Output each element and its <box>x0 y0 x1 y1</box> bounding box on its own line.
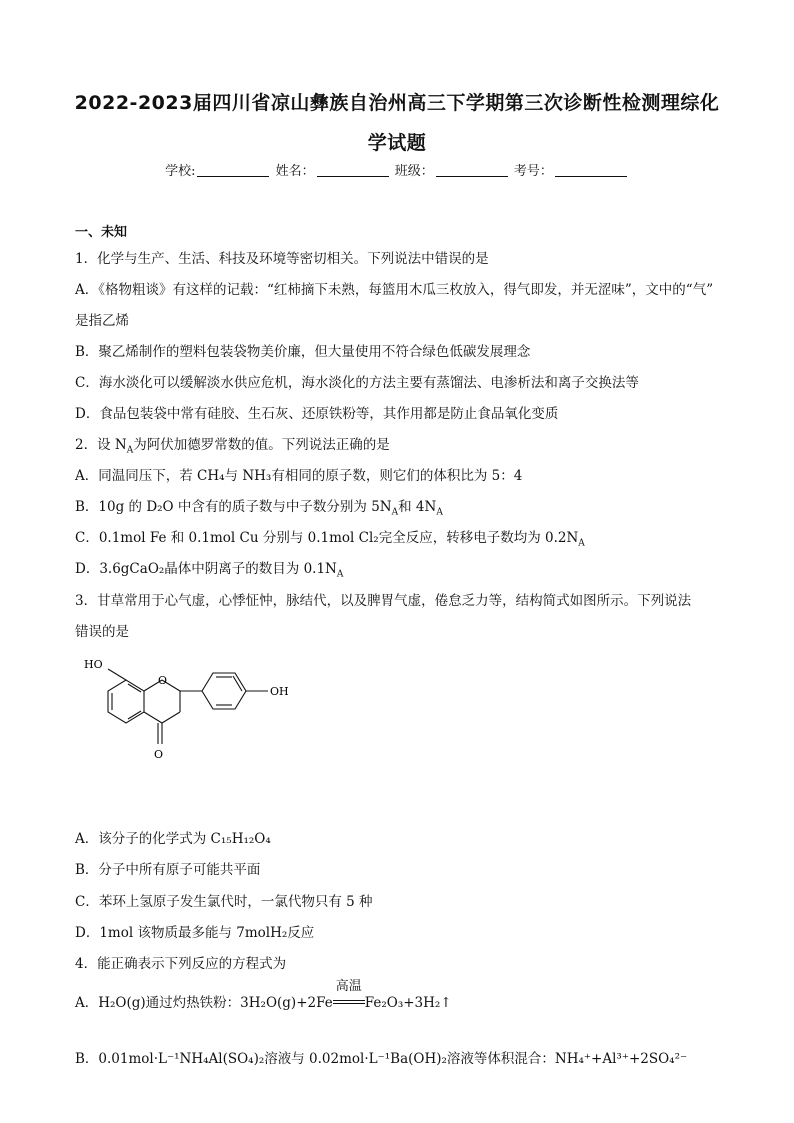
school-blank[interactable] <box>197 164 269 177</box>
structure-bonds <box>108 669 268 744</box>
q2-option-a: A．同温同压下，若 CH₄与 NH₃有相同的原子数，则它们的体积比为 5：4 <box>75 468 523 484</box>
structure-diagram <box>78 654 318 780</box>
reaction-condition: 高温 <box>333 994 365 1012</box>
q3-option-c: C．苯环上氢原子发生氯代时，一氯代物只有 5 种 <box>75 894 373 910</box>
class-blank[interactable] <box>436 164 508 177</box>
exam-no-label: 考号： <box>513 164 553 179</box>
q1-option-a-cont: 是指乙烯 <box>75 313 129 329</box>
q2-option-d: D．3.6gCaO₂晶体中阴离子的数目为 $0.1N_A$ <box>75 561 344 580</box>
structure-label-keto-o: O <box>154 748 164 761</box>
q1-stem: 1．化学与生产、生活、科技及环境等密切相关。下列说法中错误的是 <box>75 251 489 267</box>
class-label: 班级： <box>394 164 434 179</box>
q4-stem: 4．能正确表示下列反应的方程式为 <box>75 956 287 972</box>
structure-label-oh: OH <box>270 685 289 698</box>
q3-option-b: B．分子中所有原子可能共平面 <box>75 862 261 878</box>
q3-stem-cont: 错误的是 <box>75 624 129 640</box>
school-label: 学校: <box>165 164 196 179</box>
structure-label-ring-o: O <box>158 674 168 687</box>
q3-option-d: D．1mol 该物质最多能与 7molH₂反应 <box>75 925 315 941</box>
q1-option-c: C．海水淡化可以缓解淡水供应危机，海水淡化的方法主要有蒸馏法、电渗析法和离子交换法等 <box>75 375 639 391</box>
q2-option-b: B．10g 的 D₂O 中含有的质子数与中子数分别为 $5N_A$和 $4N_A$ <box>75 499 443 518</box>
q2-stem: 2．设 $N_A$为阿伏加德罗常数的值。下列说法正确的是 <box>75 437 390 456</box>
q1-option-b: B．聚乙烯制作的塑料包装袋物美价廉，但大量使用不符合绿色低碳发展理念 <box>75 344 531 360</box>
structure-label-ho: HO <box>84 658 103 671</box>
exam-title-line1: 2022-2023届四川省凉山彝族自治州高三下学期第三次诊断性检测理综化 <box>74 92 720 114</box>
exam-no-blank[interactable] <box>555 164 627 177</box>
q1-option-a: A．《格物粗谈》有这样的记载：“红柿摘下未熟，每篮用木瓜三枚放入，得气即发，并无涩味”，文中的“气” <box>75 282 714 298</box>
name-blank[interactable] <box>317 164 389 177</box>
student-info-row <box>60 160 734 179</box>
q3-option-a: A．该分子的化学式为 C₁₅H₁₂O₄ <box>75 831 271 847</box>
q2-option-c: C．0.1mol Fe 和 0.1mol Cu 分别与 0.1mol Cl₂完全反应，转移电子数均为 $0.2N_A$ <box>75 530 585 549</box>
q4-option-a: A．H₂O(g)通过灼热铁粉：3H₂O(g)+2Fe 高温 Fe₂O₃+3H₂↑ <box>75 979 452 1011</box>
section-heading: 一、未知 <box>75 225 128 240</box>
exam-title-line2: 学试题 <box>367 132 427 154</box>
q3-stem: 3．甘草常用于心气虚，心悸怔忡，脉结代，以及脾胃气虚，倦怠乏力等，结构简式如图所示。下列说法 <box>75 593 692 609</box>
q1-option-d: D．食品包装袋中常有硅胶、生石灰、还原铁粉等，其作用都是防止食品氧化变质 <box>75 406 559 422</box>
q4-option-b: B．0.01mol·L⁻¹NH₄Al(SO₄)₂溶液与 0.02mol·L⁻¹Ba(OH)₂溶液等体积混合：NH₄⁺+Al³⁺+2SO₄²⁻ <box>75 1051 688 1067</box>
name-label: 姓名： <box>275 164 315 179</box>
